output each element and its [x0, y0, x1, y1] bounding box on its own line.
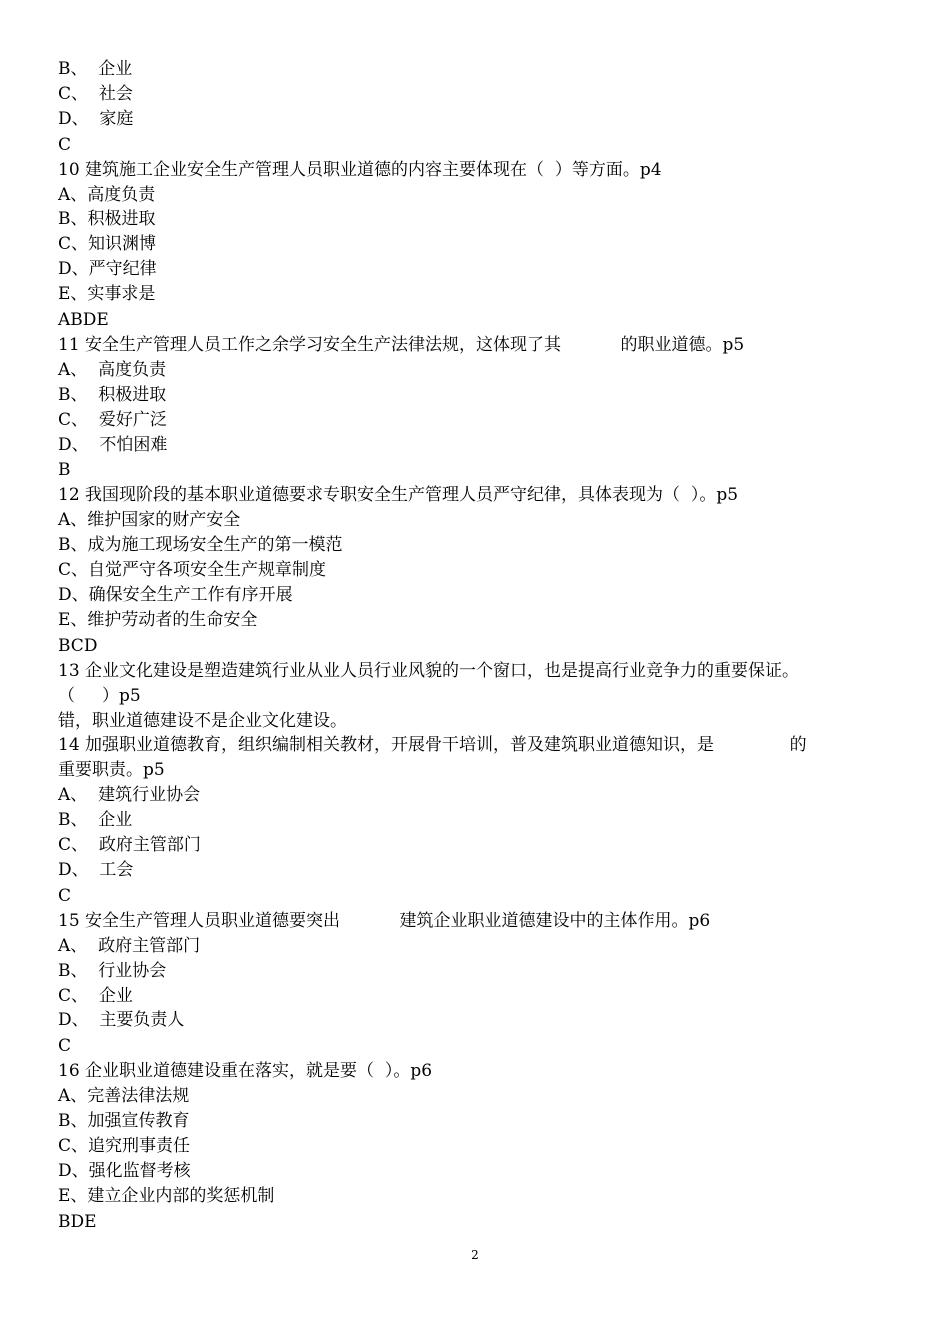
option-line: A、 建筑行业协会: [58, 785, 201, 806]
option-line: E、维护劳动者的生命安全: [58, 609, 258, 630]
page-number: 2: [471, 1248, 479, 1262]
answer-line: BCD: [58, 635, 98, 656]
question-16: 16 企业职业道德建设重在落实，就是要（ ）。p6: [58, 1061, 433, 1082]
option-line: C、追究刑事责任: [58, 1135, 191, 1156]
question-14-continued: 重要职责。p5: [58, 760, 165, 781]
option-line: C、 社会: [58, 83, 133, 104]
option-line: D、 工会: [58, 859, 134, 880]
answer-line: C: [58, 1036, 72, 1057]
option-line: A、维护国家的财产安全: [58, 510, 241, 531]
option-line: A、 政府主管部门: [58, 935, 201, 956]
option-line: C、知识渊博: [58, 234, 157, 255]
option-line: B、成为施工现场安全生产的第一模范: [58, 535, 343, 556]
option-line: B、 积极进取: [58, 384, 167, 405]
question-13-blank: （ ）p5: [58, 685, 141, 706]
option-line: B、 行业协会: [58, 960, 167, 981]
answer-line: 错，职业道德建设不是企业文化建设。: [58, 710, 347, 731]
question-10: 10 建筑施工企业安全生产管理人员职业道德的内容主要体现在（ ）等方面。p4: [58, 159, 662, 180]
option-line: A、完善法律法规: [58, 1086, 190, 1107]
answer-line: B: [58, 460, 71, 481]
option-line: B、加强宣传教育: [58, 1111, 190, 1132]
option-line: E、实事求是: [58, 284, 156, 305]
question-12: 12 我国现阶段的基本职业道德要求专职安全生产管理人员严守纪律，具体表现为（ ）。p5: [58, 485, 739, 506]
option-line: B、 企业: [58, 810, 133, 831]
option-line: A、高度负责: [58, 184, 156, 205]
answer-line: BDE: [58, 1211, 97, 1232]
option-line: E、建立企业内部的奖惩机制: [58, 1185, 275, 1206]
document-body: [58, 57, 894, 1235]
option-line: D、强化监督考核: [58, 1160, 191, 1181]
question-15: 15 安全生产管理人员职业道德要突出 建筑企业职业道德建设中的主体作用。p6: [58, 910, 711, 931]
option-line: C、 政府主管部门: [58, 835, 201, 856]
answer-line: C: [58, 134, 72, 155]
question-14: 14 加强职业道德教育，组织编制相关教材，开展骨干培训，普及建筑职业道德知识，是 的: [58, 735, 807, 756]
option-line: C、 爱好广泛: [58, 409, 167, 430]
option-line: D、 家庭: [58, 108, 134, 129]
option-line: D、 不怕困难: [58, 434, 168, 455]
option-line: C、 企业: [58, 985, 133, 1006]
option-line: A、 高度负责: [58, 359, 167, 380]
option-line: D、确保安全生产工作有序开展: [58, 585, 293, 606]
option-line: C、自觉严守各项安全生产规章制度: [58, 560, 327, 581]
option-line: B、积极进取: [58, 209, 156, 230]
question-11: 11 安全生产管理人员工作之余学习安全生产法律法规，这体现了其 的职业道德。p5: [58, 335, 745, 356]
question-13: 13 企业文化建设是塑造建筑行业从业人员行业风貌的一个窗口，也是提高行业竞争力的重要保证。: [58, 660, 800, 681]
answer-line: ABDE: [58, 310, 109, 331]
option-line: D、 主要负责人: [58, 1010, 185, 1031]
option-line: B、 企业: [58, 59, 133, 79]
option-line: D、严守纪律: [58, 259, 157, 280]
answer-line: C: [58, 885, 72, 906]
